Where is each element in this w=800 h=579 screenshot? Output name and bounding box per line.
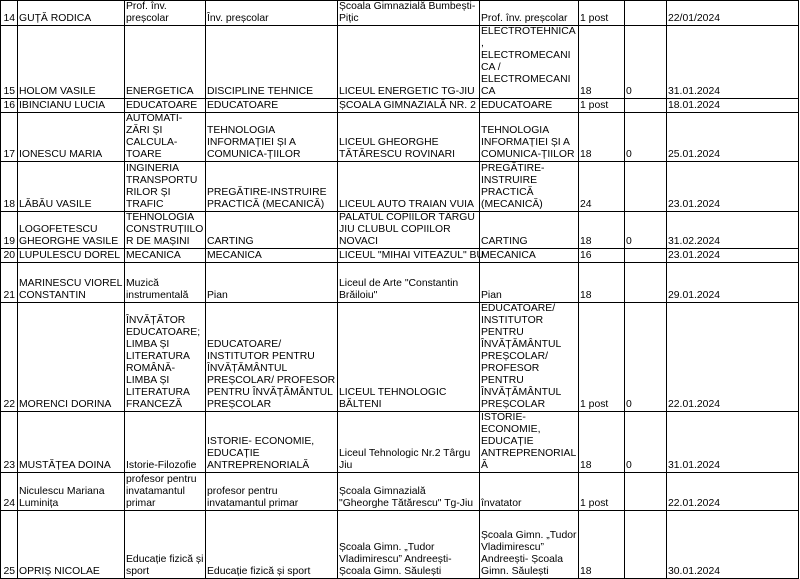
table-row xyxy=(1,99,799,113)
extra-cell xyxy=(625,99,667,113)
school-cell: LICEUL TEHNOLOGIC BĂLTENI xyxy=(338,303,480,412)
extra-cell xyxy=(625,249,667,263)
hours-cell: 1 post xyxy=(579,473,625,511)
date-cell: 31.01.2024 xyxy=(667,26,799,99)
candidate-name-cell: MUSTĂȚEA DOINA xyxy=(18,412,125,473)
row-number-cell: 22 xyxy=(1,303,18,412)
table-row xyxy=(1,263,799,303)
specialization-cell: EDUCATOARE xyxy=(125,99,206,113)
extra-cell xyxy=(625,263,667,303)
date-cell: 23.01.2024 xyxy=(667,162,799,212)
discipline-cell: Înv. preșcolar xyxy=(206,1,338,26)
table-row xyxy=(1,473,799,511)
school-cell: Școala Gimn. „Tudor Vladimirescu” Andreești-Școala Gimn. Săulești xyxy=(338,511,480,579)
hours-cell: 16 xyxy=(579,249,625,263)
discipline-cell: Educație fizică și sport xyxy=(206,511,338,579)
post-cell: TEHNOLOGIA INFORMAȚIEI ȘI A COMUNICA-ȚIILOR xyxy=(480,113,579,162)
discipline-cell: Pian xyxy=(206,263,338,303)
school-cell: LICEUL "MIHAI VITEAZUL" BU xyxy=(339,250,484,261)
discipline-cell: TEHNOLOGIA INFORMAȚIEI ȘI A COMUNICA-ȚIILOR xyxy=(206,113,338,162)
extra-cell xyxy=(625,473,667,511)
hours-cell: 24 xyxy=(579,162,625,212)
row-number-cell: 19 xyxy=(1,212,18,249)
discipline-cell: DISCIPLINE TEHNICE xyxy=(206,26,338,99)
extra-cell xyxy=(625,511,667,579)
hours-cell: 18 xyxy=(579,511,625,579)
candidate-name-cell: LUPULESCU DOREL xyxy=(18,249,125,263)
row-number-cell: 15 xyxy=(1,26,18,99)
specialization-cell: MECANICA xyxy=(125,249,206,263)
extra-cell: 0 xyxy=(625,26,667,99)
post-cell: CARTING xyxy=(480,212,579,249)
post-cell: Prof. înv. preșcolar xyxy=(480,1,579,26)
hours-cell: 18 xyxy=(579,412,625,473)
hours-cell: 18 xyxy=(579,26,625,99)
discipline-cell: PREGĂTIRE-INSTRUIRE PRACTICĂ (MECANICĂ) xyxy=(206,162,338,212)
table-row xyxy=(1,1,799,26)
candidate-name-cell: GUȚĂ RODICA xyxy=(18,1,125,26)
hours-cell: 18 xyxy=(579,263,625,303)
row-number-cell: 25 xyxy=(1,511,18,579)
hours-cell: 1 post xyxy=(579,99,625,113)
hours-cell: 1 post xyxy=(579,303,625,412)
specialization-cell: AUTOMATI-ZĂRI ȘI CALCULA-TOARE xyxy=(125,113,206,162)
discipline-cell: EDUCATOARE xyxy=(206,99,338,113)
post-cell: ISTORIE-ECONOMIE, EDUCAȚIE ANTREPRENORIALĂ xyxy=(480,412,579,473)
row-number-cell: 17 xyxy=(1,113,18,162)
specialization-cell: TEHNOLOGIA CONSTRUȚIILOR DE MAȘINI xyxy=(125,212,206,249)
candidate-name-cell: Niculescu Mariana Luminița xyxy=(18,473,125,511)
extra-cell: 0 xyxy=(625,113,667,162)
post-cell: ELECTROTEHNICA, ELECTROMECANICA / ELECTROMECANICA xyxy=(480,26,579,99)
row-number-cell: 23 xyxy=(1,412,18,473)
specialization-cell: INGINERIA TRANSPORTURILOR ȘI TRAFIC xyxy=(125,162,206,212)
table-row xyxy=(1,249,799,263)
date-cell: 22.01.2024 xyxy=(667,473,799,511)
candidate-name-cell: LĂBĂU VASILE xyxy=(18,162,125,212)
candidate-name-cell: IONESCU MARIA xyxy=(18,113,125,162)
extra-cell: 0 xyxy=(625,412,667,473)
candidate-name-cell: OPRIȘ NICOLAE xyxy=(18,511,125,579)
discipline-cell: EDUCATOARE/ INSTITUTOR PENTRU ÎNVĂȚĂMÂNTUL PREȘCOLAR/ PROFESOR PENTRU ÎNVĂȚĂMÂNTUL PREȘCOLAR xyxy=(206,303,338,412)
specialization-cell: Istorie-Filozofie xyxy=(125,412,206,473)
table-body xyxy=(1,1,799,579)
candidate-name-cell: MARINESCU VIOREL CONSTANTIN xyxy=(18,263,125,303)
hours-cell: 18 xyxy=(579,212,625,249)
post-cell: Pian xyxy=(480,263,579,303)
date-cell: 31.01.2024 xyxy=(667,412,799,473)
table-row xyxy=(1,113,799,162)
post-cell: PREGĂTIRE-INSTRUIRE PRACTICĂ (MECANICĂ) xyxy=(480,162,579,212)
school-cell: LICEUL AUTO TRAIAN VUIA xyxy=(338,162,480,212)
table-row xyxy=(1,212,799,249)
candidate-name-cell: LOGOFETESCU GHEORGHE VASILE xyxy=(18,212,125,249)
school-cell: LICEUL ENERGETIC TG-JIU xyxy=(338,26,480,99)
discipline-cell: profesor pentru invatamantul primar xyxy=(206,473,338,511)
school-cell: ȘCOALA GIMNAZIALĂ NR. 2 xyxy=(338,99,480,113)
hours-cell: 1 post xyxy=(579,1,625,26)
table-row xyxy=(1,162,799,212)
table-row xyxy=(1,511,799,579)
post-cell: MECANICA xyxy=(480,249,579,263)
row-number-cell: 16 xyxy=(1,99,18,113)
specialization-cell: Prof. înv. preșcolar xyxy=(125,1,206,26)
date-cell: 23.01.2024 xyxy=(667,249,799,263)
row-number-cell: 18 xyxy=(1,162,18,212)
date-cell: 30.01.2024 xyxy=(667,511,799,579)
candidate-name-cell: MORENCI DORINA xyxy=(18,303,125,412)
candidate-name-cell: HOLOM VASILE xyxy=(18,26,125,99)
date-cell: 25.01.2024 xyxy=(667,113,799,162)
row-number-cell: 20 xyxy=(1,249,18,263)
row-number-cell: 24 xyxy=(1,473,18,511)
table-row xyxy=(1,26,799,99)
school-cell: LICEUL GHEORGHE TĂTĂRESCU ROVINARI xyxy=(338,113,480,162)
discipline-cell: MECANICA xyxy=(206,249,338,263)
hours-cell: 18 xyxy=(579,113,625,162)
table-row xyxy=(1,303,799,412)
post-cell: Școala Gimn. „Tudor Vladimirescu” Andreești- Școala Gimn. Săulești xyxy=(480,511,579,579)
row-number-cell: 14 xyxy=(1,1,18,26)
school-cell: Liceul Tehnologic Nr.2 Târgu Jiu xyxy=(338,412,480,473)
extra-cell: 0 xyxy=(625,303,667,412)
school-cell: Școala Gimnazială Bumbești-Pițic xyxy=(338,1,480,26)
discipline-cell: ISTORIE- ECONOMIE, EDUCAȚIE ANTREPRENORIALĂ xyxy=(206,412,338,473)
specialization-cell: ENERGETICA xyxy=(125,26,206,99)
extra-cell: 0 xyxy=(625,212,667,249)
post-cell: EDUCATOARE xyxy=(480,99,579,113)
date-cell: 31.02.2024 xyxy=(667,212,799,249)
post-cell: învatator xyxy=(480,473,579,511)
date-cell: 29.01.2024 xyxy=(667,263,799,303)
candidate-name-cell: IBINCIANU LUCIA xyxy=(18,99,125,113)
extra-cell xyxy=(625,162,667,212)
date-cell: 22.01.2024 xyxy=(667,303,799,412)
table-row xyxy=(1,412,799,473)
row-number-cell: 21 xyxy=(1,263,18,303)
school-cell: Liceul de Arte "Constantin Brăiloiu" xyxy=(338,263,480,303)
discipline-cell: CARTING xyxy=(206,212,338,249)
specialization-cell: Muzică instrumentală xyxy=(125,263,206,303)
date-cell: 18.01.2024 xyxy=(667,99,799,113)
specialization-cell: Educație fizică și sport xyxy=(125,511,206,579)
specialization-cell: ÎNVĂȚĂTOR EDUCATOARE; LIMBA ȘI LITERATURA ROMÂNĂ-LIMBA ȘI LITERATURA FRANCEZĂ xyxy=(125,303,206,412)
post-cell: EDUCATOARE/ INSTITUTOR PENTRU ÎNVĂȚĂMÂNTUL PREȘCOLAR/ PROFESOR PENTRU ÎNVĂȚĂMÂNTUL PREȘCOLAR xyxy=(480,303,579,412)
date-cell: 22/01/2024 xyxy=(667,1,799,26)
school-cell: PALATUL COPIILOR TÂRGU JIU CLUBUL COPIILOR NOVACI xyxy=(338,212,480,249)
extra-cell xyxy=(625,1,667,26)
school-cell: Școala Gimnazială "Gheorghe Tătărescu" Tg-Jiu xyxy=(338,473,480,511)
specialization-cell: profesor pentru invatamantul primar xyxy=(125,473,206,511)
